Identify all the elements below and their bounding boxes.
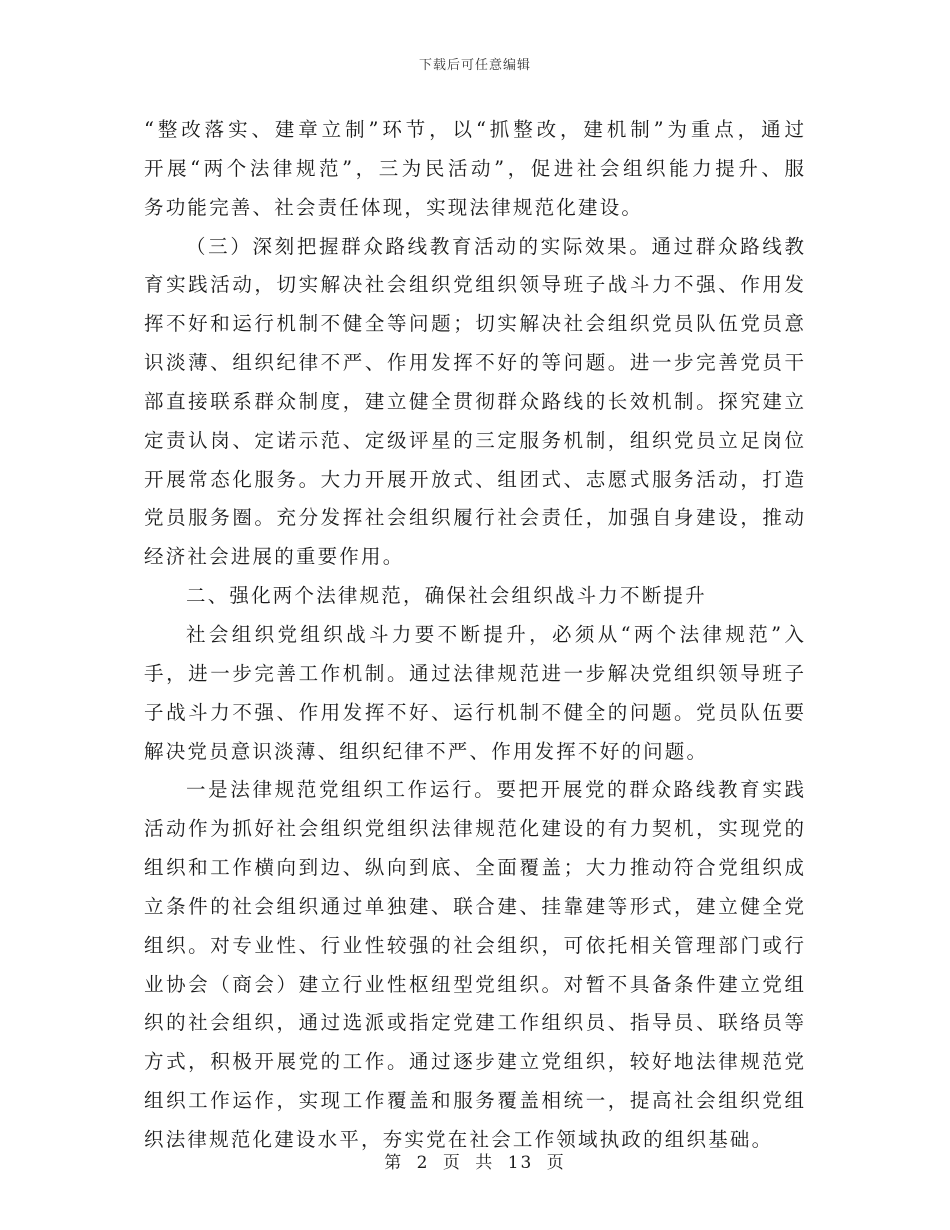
text-line: 识淡薄、组织纪律不严、作用发挥不好的等问题。进一步完善党员干	[144, 351, 804, 375]
document-body	[144, 111, 804, 1160]
text-line: 社会组织党组织战斗力要不断提升，必须从“两个法律规范”入	[186, 622, 804, 646]
section-heading: 二、强化两个法律规范，确保社会组织战斗力不断提升	[186, 584, 707, 608]
text-line: 业协会（商会）建立行业性枢纽型党组织。对暂不具备条件建立党组	[144, 972, 804, 996]
page-header: 下载后可任意编辑	[418, 58, 531, 73]
text-line: 开展“两个法律规范”，三为民活动”，促进社会组织能力提升、服	[144, 156, 804, 180]
text-line: 开展常态化服务。大力开展开放式、组团式、志愿式服务活动，打造	[144, 467, 804, 491]
page-number: 第 2 页 共 13 页	[384, 1153, 566, 1173]
text-line: 组织工作运作，实现工作覆盖和服务覆盖相统一，提高社会组织党组	[144, 1089, 804, 1113]
text-line: 育实践活动，切实解决社会组织党组织领导班子战斗力不强、作用发	[144, 273, 804, 297]
text-line: 部直接联系群众制度，建立健全贯彻群众路线的长效机制。探究建立	[144, 389, 804, 413]
text-line: 组织和工作横向到边、纵向到底、全面覆盖；大力推动符合党组织成	[144, 856, 804, 880]
text-line: 组织。对专业性、行业性较强的社会组织，可依托相关管理部门或行	[144, 933, 804, 957]
text-line: 立条件的社会组织通过单独建、联合建、挂靠建等形式，建立健全党	[144, 894, 804, 918]
text-line: 挥不好和运行机制不健全等问题；切实解决社会组织党员队伍党员意	[144, 312, 804, 336]
text-line: “整改落实、建章立制”环节，以“抓整改，建机制”为重点，通过	[144, 118, 804, 141]
text-line: 织法律规范化建设水平，夯实党在社会工作领域执政的组织基础。	[144, 1127, 774, 1151]
text-line: 方式，积极开展党的工作。通过逐步建立党组织，较好地法律规范党	[144, 1050, 804, 1074]
text-line: 定责认岗、定诺示范、定级评星的三定服务机制，组织党员立足岗位	[144, 428, 804, 452]
text-line: 解决党员意识淡薄、组织纪律不严、作用发挥不好的问题。	[144, 739, 709, 763]
text-line: 活动作为抓好社会组织党组织法律规范化建设的有力契机，实现党的	[144, 817, 804, 841]
text-line: 手，进一步完善工作机制。通过法律规范进一步解决党组织领导班子	[144, 661, 804, 685]
text-line: 子战斗力不强、作用发挥不好、运行机制不健全的问题。党员队伍要	[144, 700, 804, 724]
text-line: 务功能完善、社会责任体现，实现法律规范化建设。	[144, 195, 644, 219]
text-line: 一是法律规范党组织工作运行。要把开展党的群众路线教育实践	[186, 778, 804, 802]
text-line: （三）深刻把握群众路线教育活动的实际效果。通过群众路线教	[186, 234, 804, 258]
text-line: 经济社会进展的重要作用。	[144, 545, 405, 569]
text-line: 织的社会组织，通过选派或指定党建工作组织员、指导员、联络员等	[144, 1011, 804, 1035]
text-line: 党员服务圈。充分发挥社会组织履行社会责任，加强自身建设，推动	[144, 506, 804, 530]
